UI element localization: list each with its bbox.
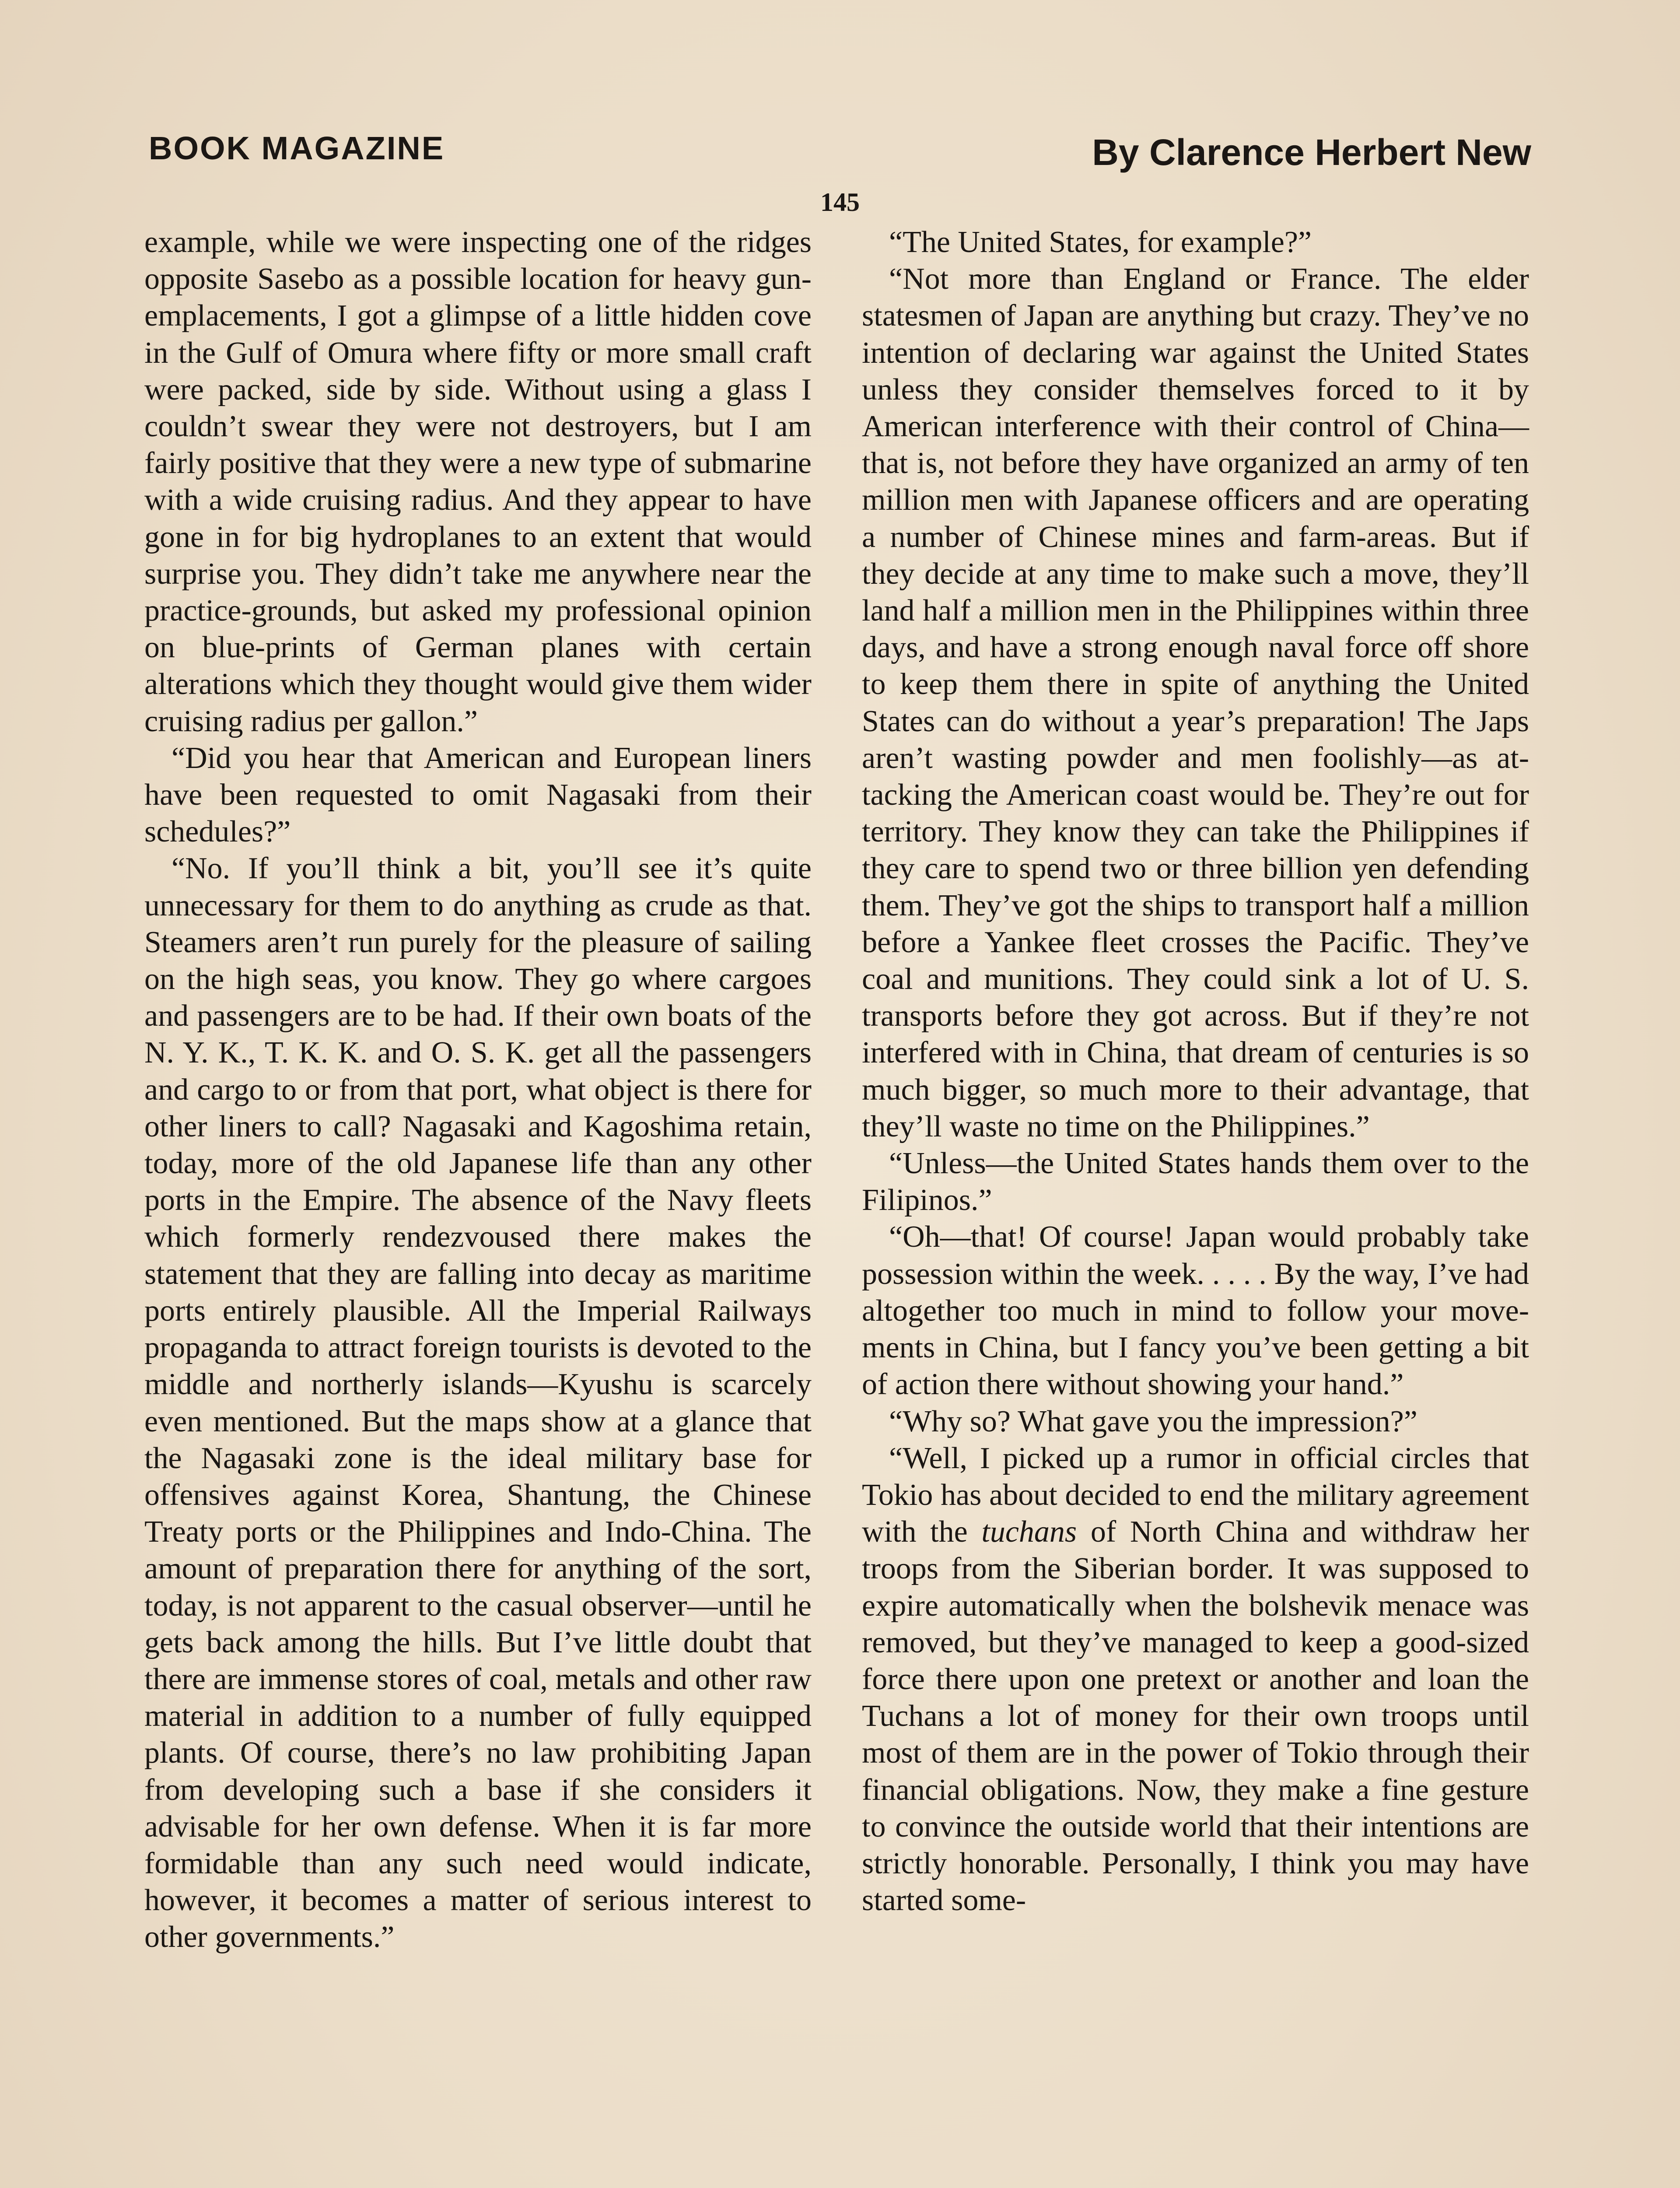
paragraph: “Did you hear that American and European liners have been requested to omit Nagasaki from their schedules?” xyxy=(144,741,812,849)
paragraph: “Oh—that! Of course! Japan would probably take possession within the week. . . . . By the way, I’ve had altogether too much in mind to follow your movements in China, but I fancy you’ve been getting a bit of action there without showing your hand.” xyxy=(862,1220,1529,1402)
paragraph-text: of North China and withdraw her troops from the Siberian border. It was supposed to expire automatically when the bolshevik menace was removed, but they’ve managed to keep a good-sized force there upon one pretext or another and loan the Tuchans a lot of money for their own troops until most of them are in the power of Tokio through their financial obligations. Now, they make a fine gesture to convince the outside world that their intentions are strictly honorable. Personally, I think you may have started some- xyxy=(862,1515,1529,1918)
paragraph: “Why so? What gave you the impression?” xyxy=(889,1404,1418,1438)
paragraph: “No. If you’ll think a bit, you’ll see it’s quite unnecessary for them to do anything as crude as that. Steamers aren’t run purely for the pleasure of sailing on the high seas, you know. They go where cargoes and passengers are to be had. If their own boats of the N. Y. K., T. K. K. and O. S. K. get all the passengers and cargo to or from that port, what object is there for other liners to call? Nagasaki and Kagoshima retain, today, more of the old Japanese life than any other ports in the Empire. The absence of the Navy fleets which formerly rendezvoused there makes the statement that they are falling into decay as maritime ports entirely plausible. All the Imperial Railways propaganda to attract foreign tourists is devoted to the middle and northerly islands—Kyushu is scarcely even mentioned. But the maps show at a glance that the Nagasaki zone is the ideal military base for offensives against Korea, Shantung, the Chinese Treaty ports or the Philippines and Indo-China. The amount of preparation there for anything of the sort, today, is not apparent to the casual observer—until he gets back among the hills. But I’ve little doubt that there are immense stores of coal, metals and other raw material in addition to a number of fully equipped plants. Of course, there’s no law prohibiting Japan from developing such a base if she considers it advisable for her own defense. When it is far more formidable than any such need would indicate, however, it becomes a matter of serious interest to other governments.” xyxy=(144,852,812,1954)
page-number: 145 xyxy=(820,188,860,217)
paragraph xyxy=(862,1440,1529,1919)
running-head-magazine: BOOK MAGAZINE xyxy=(149,130,445,166)
paragraph: “Not more than England or France. The elder statesmen of Japan are anything but crazy. They’ve no intention of declaring war against the United States unless they consider themselves forced to it by American interference with their control of China—that is, not before they have organized an army of ten million men with Japanese officers and are operating a number of Chinese mines and farm-areas. But if they decide at any time to make such a move, they’ll land half a million men in the Philippines within three days, and have a strong enough naval force off shore to keep them there in spite of anything the United States can do without a year’s preparation! The Japs aren’t wasting powder and men foolishly—as attacking the American coast would be. They’re out for territory. They know they can take the Philippines if they care to spend two or three billion yen defending them. They’ve got the ships to transport half a million before a Yankee fleet crosses the Pacific. They’ve coal and munitions. They could sink a lot of U. S. transports before they got across. But if they’re not interfered with in China, that dream of centuries is so much bigger, so much more to their advantage, that they’ll waste no time on the Philippines.” xyxy=(862,262,1529,1143)
paragraph: example, while we were inspecting one of the ridges opposite Sasebo as a possible location for heavy gun-emplacements, I got a glimpse of a little hidden cove in the Gulf of Omura where fifty or more small craft were packed, side by side. Without using a glass I couldn’t swear they were not destroyers, but I am fairly positive that they were a new type of submarine with a wide cruising radius. And they appear to have gone in for big hydroplanes to an extent that would surprise you. They didn’t take me anywhere near the practice-grounds, but asked my professional opinion on blue-prints of German planes with certain alterations which they thought would give them wider cruising radius per gallon.” xyxy=(144,225,812,738)
paragraph: “Unless—the United States hands them over to the Filipinos.” xyxy=(862,1147,1529,1217)
paragraph: “The United States, for example?” xyxy=(889,225,1312,259)
text-column-left xyxy=(144,224,812,1956)
running-head-author: By Clarence Herbert New xyxy=(1092,132,1531,173)
italic-word: tuchans xyxy=(981,1515,1077,1549)
paragraph-text: “Well, I picked up a rumor in official circles that Tokio has about decided to end the military agreement with the xyxy=(862,1441,1529,1549)
text-column-right xyxy=(862,224,1529,1919)
